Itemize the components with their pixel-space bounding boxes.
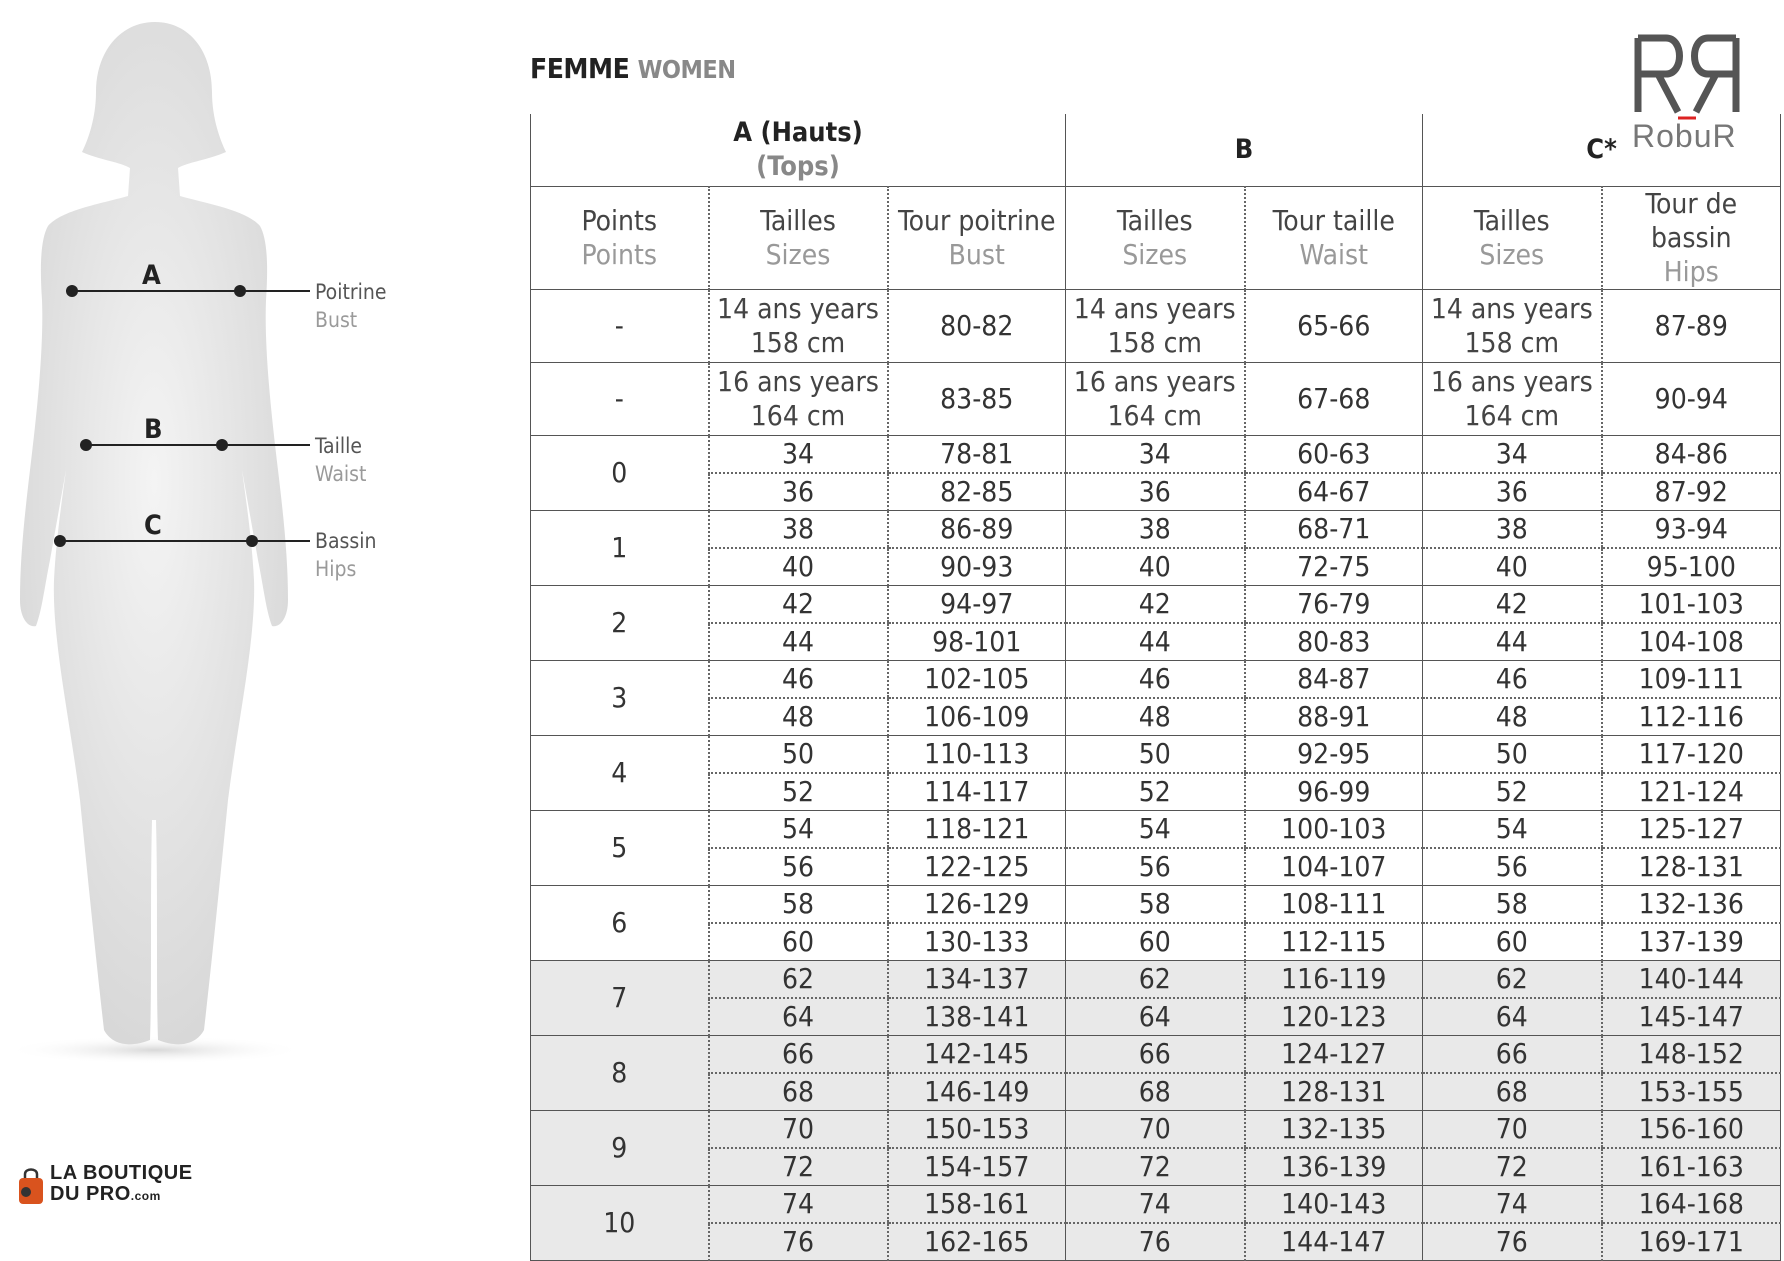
group-header-row	[531, 114, 1781, 187]
youth-cell-6: 87-89	[1602, 290, 1781, 363]
table-row	[531, 773, 1781, 811]
brand-logo	[16, 1162, 216, 1208]
value-cell-5: 137-139	[1602, 923, 1781, 961]
value-cell-4: 76	[1423, 1223, 1602, 1261]
value-cell-1: 90-93	[888, 548, 1066, 586]
value-cell-5: 161-163	[1602, 1148, 1781, 1186]
value-cell-1: 134-137	[888, 961, 1066, 999]
value-cell-0: 68	[709, 1073, 888, 1111]
value-cell-1: 82-85	[888, 473, 1066, 511]
value-cell-5: 156-160	[1602, 1111, 1781, 1149]
youth-size-line1: 16 ans years	[1430, 365, 1593, 398]
value-cell-0: 64	[709, 998, 888, 1036]
value-cell-1: 138-141	[888, 998, 1066, 1036]
value-cell-2: 54	[1066, 811, 1245, 849]
robur-wordmark: RobuR	[1632, 118, 1737, 154]
points-cell: 4	[531, 736, 709, 811]
value-cell-4: 50	[1423, 736, 1602, 774]
value-cell-5: 101-103	[1602, 586, 1781, 624]
column-header-6-fr: Tour de bassin	[1645, 187, 1738, 254]
table-row	[531, 586, 1781, 624]
value-cell-1: 102-105	[888, 661, 1066, 699]
youth-row	[531, 290, 1781, 363]
value-cell-1: 122-125	[888, 848, 1066, 886]
group-a-sub: (Tops)	[756, 151, 840, 182]
value-cell-2: 62	[1066, 961, 1245, 999]
points-cell: 9	[531, 1111, 709, 1186]
brand-line2	[50, 1183, 161, 1206]
value-cell-3: 72-75	[1245, 548, 1423, 586]
value-cell-0: 38	[709, 511, 888, 549]
table-row	[531, 998, 1781, 1036]
value-cell-5: 148-152	[1602, 1036, 1781, 1074]
value-cell-4: 72	[1423, 1148, 1602, 1186]
marker-a: A	[142, 260, 161, 291]
value-cell-0: 34	[709, 436, 888, 474]
column-header-2	[888, 187, 1066, 290]
label-waist-fr: Taille	[315, 434, 363, 458]
value-cell-4: 38	[1423, 511, 1602, 549]
value-cell-5: 153-155	[1602, 1073, 1781, 1111]
points-cell: 10	[531, 1186, 709, 1261]
value-cell-4: 56	[1423, 848, 1602, 886]
youth-cell-0: -	[531, 290, 709, 363]
value-cell-5: 117-120	[1602, 736, 1781, 774]
value-cell-1: 130-133	[888, 923, 1066, 961]
value-cell-0: 62	[709, 961, 888, 999]
youth-row	[531, 363, 1781, 436]
value-cell-4: 52	[1423, 773, 1602, 811]
column-header-3-en: Sizes	[1122, 238, 1188, 271]
value-cell-4: 60	[1423, 923, 1602, 961]
group-header-b: B	[1066, 114, 1423, 187]
marker-c: C	[144, 510, 162, 541]
value-cell-4: 74	[1423, 1186, 1602, 1224]
youth-cell-0: -	[531, 363, 709, 436]
value-cell-0: 52	[709, 773, 888, 811]
table-row	[531, 1148, 1781, 1186]
value-cell-2: 74	[1066, 1186, 1245, 1224]
column-header-1-en: Sizes	[765, 238, 831, 271]
value-cell-1: 106-109	[888, 698, 1066, 736]
value-cell-4: 58	[1423, 886, 1602, 924]
youth-cell-4: 67-68	[1245, 363, 1423, 436]
title-fr: FEMME	[530, 52, 630, 85]
value-cell-5: 128-131	[1602, 848, 1781, 886]
value-cell-5: 121-124	[1602, 773, 1781, 811]
table-row	[531, 436, 1781, 474]
label-bust-fr: Poitrine	[315, 280, 387, 304]
label-bust-en: Bust	[315, 308, 358, 332]
value-cell-0: 36	[709, 473, 888, 511]
value-cell-2: 64	[1066, 998, 1245, 1036]
value-cell-2: 60	[1066, 923, 1245, 961]
value-cell-3: 64-67	[1245, 473, 1423, 511]
value-cell-4: 68	[1423, 1073, 1602, 1111]
value-cell-3: 100-103	[1245, 811, 1423, 849]
value-cell-2: 44	[1066, 623, 1245, 661]
value-cell-5: 125-127	[1602, 811, 1781, 849]
value-cell-3: 80-83	[1245, 623, 1423, 661]
value-cell-3: 88-91	[1245, 698, 1423, 736]
youth-cell-2: 83-85	[888, 363, 1066, 436]
column-header-5	[1423, 187, 1602, 290]
value-cell-1: 150-153	[888, 1111, 1066, 1149]
youth-cell-1	[709, 290, 888, 363]
value-cell-2: 70	[1066, 1111, 1245, 1149]
brand-line2-text: DU PRO	[50, 1183, 131, 1205]
value-cell-4: 44	[1423, 623, 1602, 661]
table-row	[531, 623, 1781, 661]
value-cell-5: 169-171	[1602, 1223, 1781, 1261]
column-header-4	[1245, 187, 1423, 290]
brand-line1: LA BOUTIQUE	[50, 1162, 193, 1184]
points-cell: 2	[531, 586, 709, 661]
brand-suffix: .com	[130, 1189, 161, 1203]
value-cell-3: 84-87	[1245, 661, 1423, 699]
points-cell: 7	[531, 961, 709, 1036]
value-cell-2: 34	[1066, 436, 1245, 474]
table-row	[531, 661, 1781, 699]
value-cell-3: 112-115	[1245, 923, 1423, 961]
value-cell-3: 108-111	[1245, 886, 1423, 924]
label-bust	[315, 278, 386, 334]
value-cell-5: 87-92	[1602, 473, 1781, 511]
column-header-3	[1066, 187, 1245, 290]
table-row	[531, 811, 1781, 849]
youth-size-line2: 164 cm	[1464, 399, 1559, 432]
group-header-c: C*	[1423, 114, 1781, 187]
value-cell-5: 132-136	[1602, 886, 1781, 924]
value-cell-2: 52	[1066, 773, 1245, 811]
size-chart-table	[530, 114, 1780, 1258]
value-cell-4: 46	[1423, 661, 1602, 699]
marker-b: B	[144, 414, 163, 445]
value-cell-4: 36	[1423, 473, 1602, 511]
column-header-row	[531, 187, 1781, 290]
value-cell-2: 48	[1066, 698, 1245, 736]
youth-cell-5	[1423, 363, 1602, 436]
value-cell-4: 42	[1423, 586, 1602, 624]
value-cell-1: 146-149	[888, 1073, 1066, 1111]
value-cell-3: 132-135	[1245, 1111, 1423, 1149]
youth-cell-3	[1066, 290, 1245, 363]
value-cell-5: 104-108	[1602, 623, 1781, 661]
value-cell-3: 96-99	[1245, 773, 1423, 811]
youth-size-line2: 158 cm	[1107, 326, 1202, 359]
value-cell-3: 128-131	[1245, 1073, 1423, 1111]
table-row	[531, 736, 1781, 774]
points-cell: 6	[531, 886, 709, 961]
value-cell-1: 94-97	[888, 586, 1066, 624]
value-cell-1: 154-157	[888, 1148, 1066, 1186]
value-cell-5: 93-94	[1602, 511, 1781, 549]
value-cell-0: 58	[709, 886, 888, 924]
youth-size-line2: 158 cm	[750, 326, 846, 359]
column-header-0-fr: Points	[581, 204, 658, 237]
youth-cell-3	[1066, 363, 1245, 436]
value-cell-0: 70	[709, 1111, 888, 1149]
value-cell-4: 66	[1423, 1036, 1602, 1074]
value-cell-0: 42	[709, 586, 888, 624]
column-header-4-fr: Tour taille	[1272, 204, 1395, 237]
label-waist-en: Waist	[315, 462, 367, 486]
value-cell-2: 36	[1066, 473, 1245, 511]
value-cell-1: 110-113	[888, 736, 1066, 774]
value-cell-4: 70	[1423, 1111, 1602, 1149]
value-cell-5: 112-116	[1602, 698, 1781, 736]
value-cell-1: 86-89	[888, 511, 1066, 549]
page-title	[530, 52, 736, 85]
value-cell-5: 109-111	[1602, 661, 1781, 699]
value-cell-0: 60	[709, 923, 888, 961]
value-cell-3: 68-71	[1245, 511, 1423, 549]
value-cell-3: 136-139	[1245, 1148, 1423, 1186]
youth-cell-4: 65-66	[1245, 290, 1423, 363]
value-cell-5: 84-86	[1602, 436, 1781, 474]
table-row	[531, 473, 1781, 511]
youth-size-line2: 164 cm	[750, 399, 846, 432]
value-cell-3: 120-123	[1245, 998, 1423, 1036]
youth-cell-2: 80-82	[888, 290, 1066, 363]
column-header-5-en: Sizes	[1479, 238, 1545, 271]
column-header-2-en: Bust	[948, 238, 1005, 271]
value-cell-0: 74	[709, 1186, 888, 1224]
value-cell-2: 76	[1066, 1223, 1245, 1261]
points-cell: 8	[531, 1036, 709, 1111]
value-cell-1: 158-161	[888, 1186, 1066, 1224]
youth-size-line1: 14 ans years	[1073, 292, 1236, 325]
column-header-6	[1602, 187, 1781, 290]
value-cell-5: 140-144	[1602, 961, 1781, 999]
value-cell-0: 72	[709, 1148, 888, 1186]
value-cell-2: 50	[1066, 736, 1245, 774]
value-cell-2: 42	[1066, 586, 1245, 624]
table-row	[531, 923, 1781, 961]
value-cell-1: 114-117	[888, 773, 1066, 811]
value-cell-4: 40	[1423, 548, 1602, 586]
value-cell-5: 95-100	[1602, 548, 1781, 586]
points-cell: 0	[531, 436, 709, 511]
table-row	[531, 961, 1781, 999]
value-cell-0: 50	[709, 736, 888, 774]
column-header-1-fr: Tailles	[760, 204, 836, 237]
column-header-1	[709, 187, 888, 290]
value-cell-2: 58	[1066, 886, 1245, 924]
value-cell-0: 44	[709, 623, 888, 661]
table-row	[531, 1223, 1781, 1261]
youth-cell-5	[1423, 290, 1602, 363]
value-cell-4: 54	[1423, 811, 1602, 849]
table-row	[531, 1186, 1781, 1224]
value-cell-3: 76-79	[1245, 586, 1423, 624]
value-cell-4: 34	[1423, 436, 1602, 474]
value-cell-0: 54	[709, 811, 888, 849]
value-cell-2: 38	[1066, 511, 1245, 549]
value-cell-3: 140-143	[1245, 1186, 1423, 1224]
points-cell: 1	[531, 511, 709, 586]
value-cell-3: 92-95	[1245, 736, 1423, 774]
table-row	[531, 511, 1781, 549]
value-cell-3: 144-147	[1245, 1223, 1423, 1261]
column-header-0-en: Points	[581, 238, 658, 271]
label-hips-fr: Bassin	[315, 529, 377, 553]
column-header-2-fr: Tour poitrine	[898, 204, 1056, 237]
label-waist	[315, 432, 366, 488]
table-row	[531, 1036, 1781, 1074]
value-cell-2: 46	[1066, 661, 1245, 699]
value-cell-0: 40	[709, 548, 888, 586]
column-header-5-fr: Tailles	[1473, 204, 1550, 237]
column-header-3-fr: Tailles	[1116, 204, 1193, 237]
value-cell-1: 142-145	[888, 1036, 1066, 1074]
value-cell-3: 60-63	[1245, 436, 1423, 474]
youth-cell-6: 90-94	[1602, 363, 1781, 436]
value-cell-0: 66	[709, 1036, 888, 1074]
table-row	[531, 848, 1781, 886]
value-cell-0: 46	[709, 661, 888, 699]
table-row	[531, 886, 1781, 924]
value-cell-2: 68	[1066, 1073, 1245, 1111]
value-cell-1: 162-165	[888, 1223, 1066, 1261]
value-cell-2: 40	[1066, 548, 1245, 586]
value-cell-4: 64	[1423, 998, 1602, 1036]
table-row	[531, 1111, 1781, 1149]
value-cell-3: 104-107	[1245, 848, 1423, 886]
value-cell-2: 66	[1066, 1036, 1245, 1074]
value-cell-4: 48	[1423, 698, 1602, 736]
youth-size-line1: 16 ans years	[717, 365, 879, 398]
column-header-0	[531, 187, 709, 290]
youth-cell-1	[709, 363, 888, 436]
value-cell-1: 126-129	[888, 886, 1066, 924]
points-cell: 3	[531, 661, 709, 736]
ground-shadow	[5, 1036, 305, 1064]
value-cell-2: 72	[1066, 1148, 1245, 1186]
label-hips-en: Hips	[315, 557, 357, 581]
bag-icon	[16, 1164, 46, 1208]
value-cell-4: 62	[1423, 961, 1602, 999]
value-cell-1: 78-81	[888, 436, 1066, 474]
table-row	[531, 548, 1781, 586]
youth-size-line1: 14 ans years	[717, 292, 879, 325]
value-cell-0: 76	[709, 1223, 888, 1261]
youth-size-line2: 164 cm	[1107, 399, 1202, 432]
table-row	[531, 1073, 1781, 1111]
value-cell-0: 56	[709, 848, 888, 886]
title-en: WOMEN	[637, 55, 736, 84]
column-header-6-en: Hips	[1663, 255, 1719, 288]
value-cell-5: 164-168	[1602, 1186, 1781, 1224]
value-cell-3: 124-127	[1245, 1036, 1423, 1074]
value-cell-1: 98-101	[888, 623, 1066, 661]
youth-size-line2: 158 cm	[1464, 326, 1559, 359]
value-cell-2: 56	[1066, 848, 1245, 886]
value-cell-3: 116-119	[1245, 961, 1423, 999]
youth-size-line1: 14 ans years	[1430, 292, 1593, 325]
label-hips	[315, 527, 376, 583]
group-header-a	[531, 114, 1066, 187]
youth-size-line1: 16 ans years	[1073, 365, 1236, 398]
group-a-label: A (Hauts)	[733, 117, 863, 148]
table-row	[531, 698, 1781, 736]
value-cell-0: 48	[709, 698, 888, 736]
value-cell-1: 118-121	[888, 811, 1066, 849]
points-cell: 5	[531, 811, 709, 886]
column-header-4-en: Waist	[1299, 238, 1369, 271]
value-cell-5: 145-147	[1602, 998, 1781, 1036]
